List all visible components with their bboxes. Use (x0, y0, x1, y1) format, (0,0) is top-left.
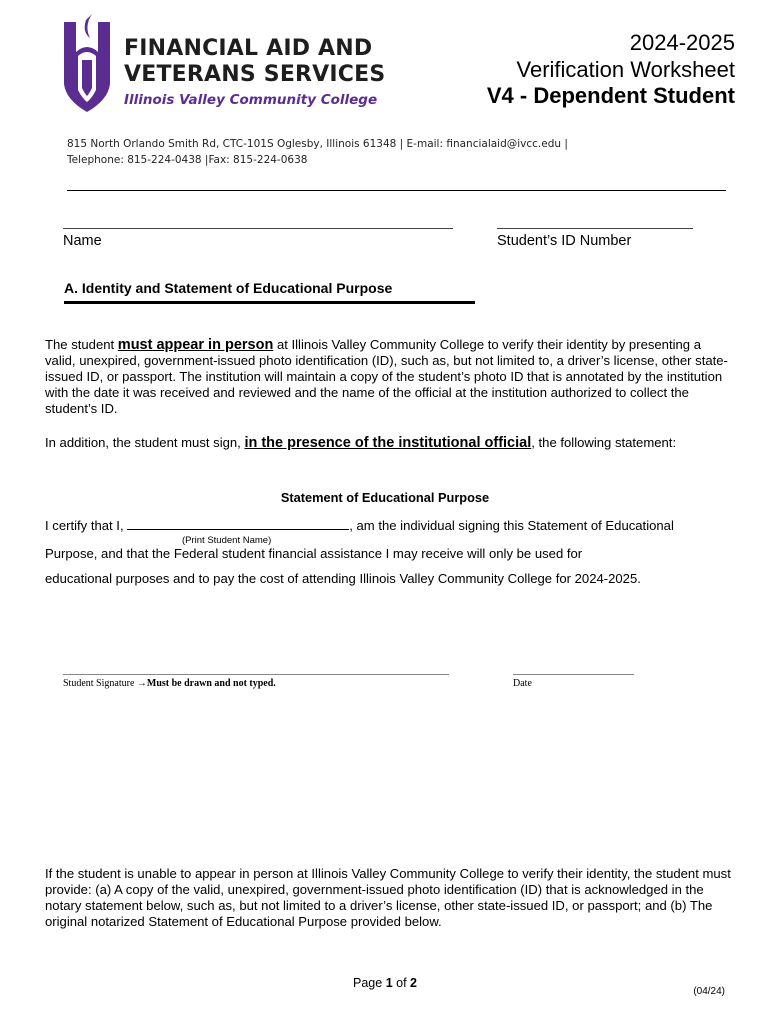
section-a-title: A. Identity and Statement of Educational Purpose (64, 280, 393, 296)
print-name-caption: (Print Student Name) (182, 535, 272, 546)
signature-note: →Must be drawn and not typed. (136, 678, 276, 689)
page-total: 2 (410, 976, 417, 990)
org-name-line-1: FINANCIAL AID AND (124, 36, 373, 61)
in-person-emphasis: must appear in person (117, 337, 274, 353)
org-name-line-2: VETERANS SERVICES (124, 62, 386, 87)
date-field[interactable] (513, 674, 634, 675)
official-presence-emphasis: in the presence of the institutional official (244, 435, 532, 451)
purpose-line-2: educational purposes and to pay the cost of attending Illinois Valley Community College for 2024-2025. (45, 571, 641, 586)
statement-title: Statement of Educational Purpose (280, 490, 490, 505)
student-signature-field[interactable] (63, 674, 449, 675)
para1-body: at Illinois Valley Community College to verify their identity by presenting a valid, unexpired, government-issued photo identification (ID), such as, but not limited to, a driver’s license, other state-issued ID, or passport. The institution will maintain a copy of the student’s photo ID that is annotated by the institution with the date it was received and reviewed and the name of the official at the institution authorized to collect the student’s ID. (45, 337, 728, 417)
section-a-underline (64, 301, 475, 304)
college-name: Illinois Valley Community College (124, 92, 378, 108)
document-subtitle: V4 - Dependent Student (486, 83, 735, 108)
certify-line (45, 518, 674, 533)
signature-label (63, 678, 276, 689)
address-line: 815 North Orlando Smith Rd, CTC-101S Oglesby, Illinois 61348 | E-mail: financialaid@ivcc.edu | (67, 138, 568, 150)
alternative-verification-paragraph: If the student is unable to appear in person at Illinois Valley Community College to verify their identity, the student must provide: (a) A copy of the valid, unexpired, government-issued photo identification (ID) that is acknowledged in the notary statement below, such as, but not limited to a driver’s license, other state-issued ID, or passport; and (b) The original notarized Statement of Educational Purpose provided below. (45, 866, 731, 930)
certify-rest: , am the individual signing this Statement of Educational (349, 518, 674, 533)
page-current: 1 (385, 976, 393, 990)
purpose-line-1: Purpose, and that the Federal student financial assistance I may receive will only be used for (45, 546, 583, 561)
student-id-field[interactable] (497, 228, 693, 229)
print-name-field[interactable] (127, 518, 349, 530)
phone-fax-line: Telephone: 815-224-0438 |Fax: 815-224-0638 (67, 154, 308, 166)
name-field[interactable] (63, 228, 453, 229)
page-prefix: Page (353, 976, 386, 990)
student-id-label: Student’s ID Number (497, 233, 632, 249)
signature-caption: Student Signature (63, 678, 137, 689)
certify-intro: I certify that I, (45, 518, 128, 533)
para1-intro: The student (45, 337, 118, 352)
header-divider (67, 190, 726, 191)
page-number (0, 976, 770, 990)
award-year: 2024-2025 (629, 30, 735, 55)
identity-paragraph (45, 337, 735, 417)
para2-intro: In addition, the student must sign, (45, 435, 245, 450)
revision-date: (04/24) (693, 986, 725, 997)
college-logo-icon (62, 12, 112, 114)
document-title: Verification Worksheet (516, 57, 735, 82)
name-label: Name (63, 233, 102, 249)
page-mid: of (392, 976, 411, 990)
date-label: Date (513, 678, 532, 689)
signature-requirement-paragraph (45, 435, 735, 451)
para2-end: , the following statement: (531, 435, 677, 450)
